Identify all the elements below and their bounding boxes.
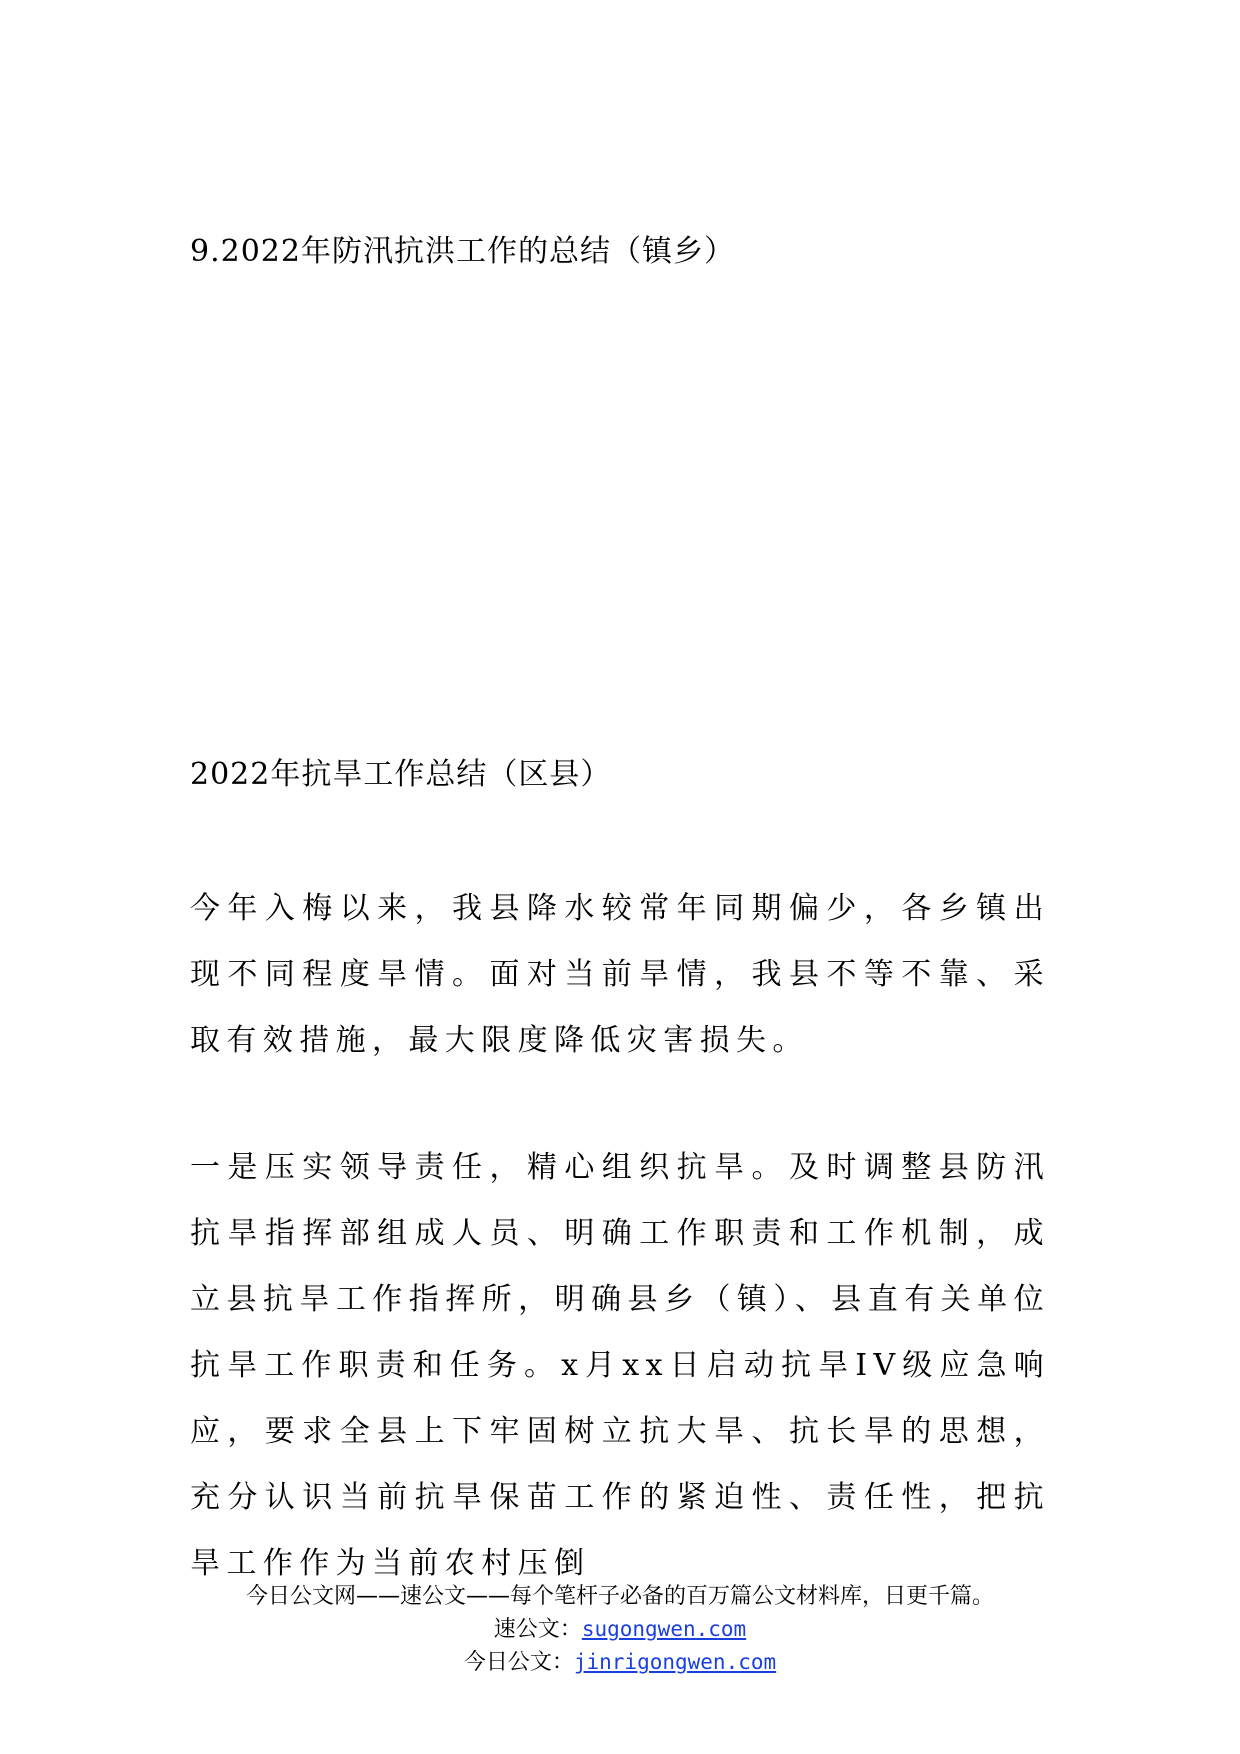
footer-site2 [0,1646,1240,1679]
footer-site1-link[interactable]: sugongwen.com [581,1617,747,1641]
footer-site1-label: 速公文： [493,1617,582,1642]
footer-site2-link[interactable]: jinrigongwen.com [573,1650,777,1674]
document-title: 2022年抗旱工作总结（区县） [190,757,612,792]
paragraph-leadership: 一是压实领导责任，精心组织抗旱。及时调整县防汛抗旱指挥部组成人员、明确工作职责和工作机制，成立县抗旱工作指挥所，明确县乡（镇）、县直有关单位抗旱工作职责和任务。x月xx日启动抗旱IV级应急响应，要求全县上下牢固树立抗大旱、抗长旱的思想，充分认识当前抗旱保苗工作的紧迫性、责任性，把抗旱工作作为当前农村压倒 [190,1150,1050,1581]
paragraph-intro: 今年入梅以来，我县降水较常年同期偏少，各乡镇出现不同程度旱情。面对当前旱情，我县不等不靠、采取有效措施，最大限度降低灾害损失。 [190,891,1050,1058]
toc-entry: 9.2022年防汛抗洪工作的总结（镇乡） [190,234,735,269]
footer-site2-label: 今日公文： [463,1650,574,1675]
page-footer [0,1580,1240,1679]
footer-site1 [0,1613,1240,1646]
footer-tagline: 今日公文网——速公文——每个笔杆子必备的百万篇公文材料库，日更千篇。 [245,1584,994,1609]
